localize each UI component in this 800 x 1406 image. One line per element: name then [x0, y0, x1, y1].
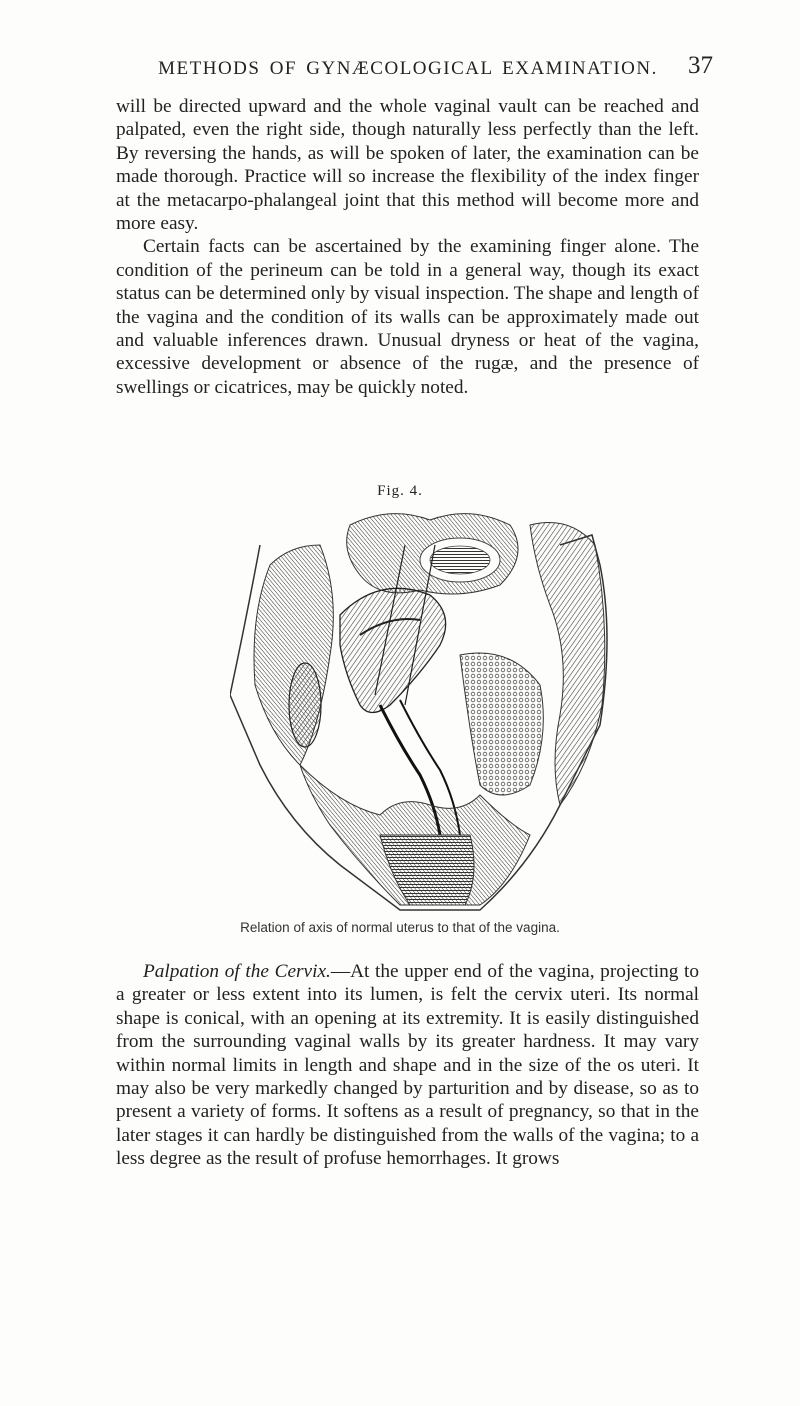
- page-number: 37: [688, 52, 713, 79]
- paragraph-text: —At the upper end of the vagina, projecting to a greater or less extent into its lumen, is felt the cervix uteri. Its normal shape is conical, with an opening at its extremity. It is easily distinguished from the surrounding vaginal walls by its greater hardness. It may vary within normal limits in length and shape and in the size of the os uteri. It may also be very markedly changed by parturition and by disease, so as to present a variety of forms. It softens as a result of pregnancy, so that in the later stages it can hardly be distinguished from the walls of the vagina; to a less degree as the result of profuse hemorrhages. It grows: [116, 961, 700, 1170]
- anatomical-illustration: [230, 505, 614, 915]
- figure-caption: Relation of axis of normal uterus to that of the vagina.: [240, 920, 560, 935]
- paragraph: will be directed upward and the whole vaginal vault can be reached and palpated, even the right side, though naturally less perfectly than the left. By reversing the hands, as will be spoken of later, the examination can be made thorough. Practice will so increase the flexibility of the index finger at the metacarpo-phalangeal joint that this method will become more and more easy.: [116, 96, 699, 235]
- figure-label: Fig. 4.: [377, 483, 423, 499]
- body-text-bottom: [116, 960, 699, 1171]
- section-heading: Palpation of the Cervix.: [143, 961, 331, 982]
- pelvis-section-drawing: [230, 505, 614, 915]
- paragraph: [116, 960, 699, 1171]
- paragraph: Certain facts can be ascertained by the examining finger alone. The condition of the perineum can be told in a general way, though its exact status can be determined only by visual inspection. The shape and length of the vagina and the condition of its walls can be approximately made out and valuable inferences drawn. Unusual dryness or heat of the vagina, excessive development or absence of the rugæ, and the presence of swellings or cicatrices, may be quickly noted.: [116, 236, 699, 398]
- running-header: METHODS OF GYNÆCOLOGICAL EXAMINATION.: [158, 58, 658, 79]
- body-text-top: [116, 95, 699, 399]
